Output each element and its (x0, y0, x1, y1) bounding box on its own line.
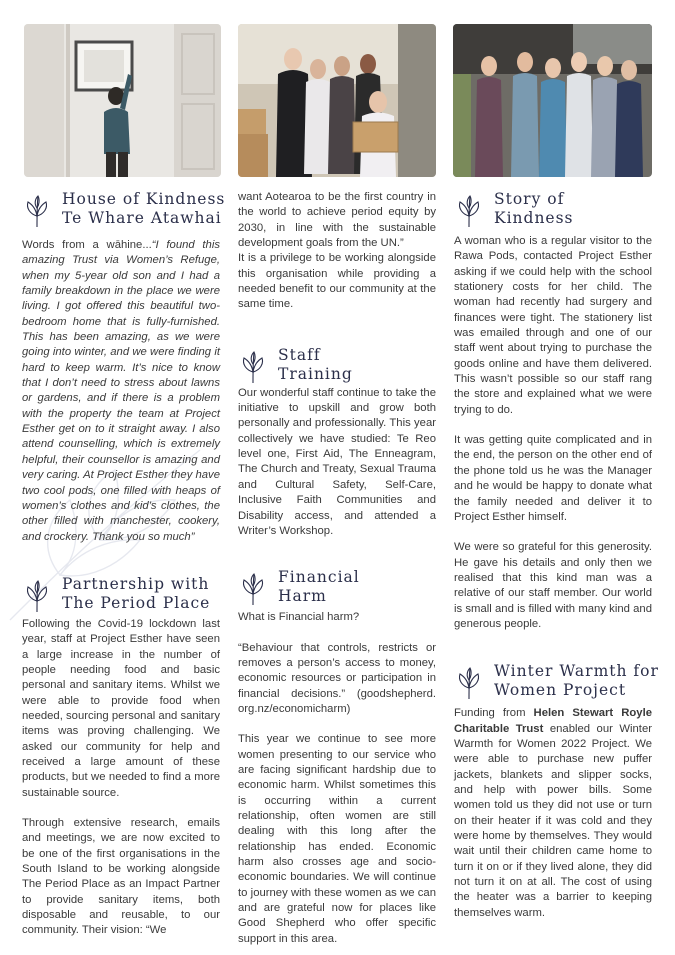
house-quote: Words from a wāhine...“I found this amazing Trust via Women’s Refuge, when my 5-year old son and I had a family breakdown in the place we were living. I got offered this beautiful two-bedroom home that is fully-furnished. This has been amazing, as we were going into winter, and we were finding it hard to keep warm. It’s nice to know that I don’t need to stress about lawns or gardens, and if there is a problem with the property the team at Project Esther get on to it straight away. I also attend counselling, which is extremely helpful, their counsellor is amazing and very caring. At Project Esther they have two cool pods, one filled with heaps of women’s clothes and kid’s clothes, the other filled with manchester, cookery, and crockery. Thank you so much” (22, 239, 220, 543)
story-paragraph-1: A woman who is a regular visitor to the Rawa Pods, contacted Project Esther asking if we could help with the school stationery costs for her child. The woman had recently had surgery and finances were tight. The stationery list was emailed through and one of our staff went about trying to purchase the goods online and have them delivered. This wasn’t possible so our staff rang the store and explained what we were trying to do. (454, 235, 652, 416)
house-title: House of Kindness Te Whare Atawhai (62, 190, 226, 227)
partnership-paragraph-2: Through extensive research, emails and meetings, we are now excited to be one of the first organisations in the South Island to be working alongside The Period Place as an Impact Partner to provide sanitary items, both disposable and reusable, to our community. Their vision: “We (22, 817, 220, 937)
financial-harm-heading (238, 568, 436, 612)
left-column (22, 190, 226, 939)
group-photo (453, 24, 652, 177)
middle-column (238, 190, 436, 947)
leaf-icon (454, 666, 484, 700)
leaf-icon (22, 579, 52, 613)
vision-paragraph: want Aotearoa to be the first country in the world to achieve period equity by 2030, in line with the sustainable development goals from the UN.” (238, 191, 436, 250)
privilege-paragraph: It is a privilege to be working alongside this organisation while providing a needed benefit to our community at the same time. (238, 252, 436, 311)
partnership-paragraph-1: Following the Covid-19 lockdown last year, staff at Project Esther have seen a large increase in the number of people needing food and basic personal and sanitary items. Whilst we were able to provide food when needed, sourcing personal and sanitary items was proving challenging. We asked our community for help and received a large amount of these products, but we needed to find a more sustainable source. (22, 617, 220, 799)
leaf-icon (22, 194, 52, 228)
story-paragraph-3: We were so grateful for this generosity. He gave his details and only then we realised that this kind man was a relative of our staff member. Our world is small and is filled with many kind and generous people. (454, 541, 652, 630)
financial-title: Financial Harm (278, 568, 360, 606)
leaf-icon (238, 572, 268, 606)
leaf-icon (454, 194, 484, 228)
winter-paragraph: Funding from Helen Stewart Royle Charitable Trust enabled our Winter Warmth for Women 2022 Project. We were able to purchase new puffer jackets, blankets and slipper socks, and help with power bills. Some women told us they did not use or turn on their heater if it was cold and they were home by themselves. They would wait until their children came home to turn it on or if they lived alone, they did not turn it on at all. The cost of using the heater was a barrier to keeping themselves warm. (454, 707, 652, 919)
staff-title: Staff Training (278, 345, 353, 383)
staff-paragraph: Our wonderful staff continue to take the initiative to upskill and grow both personally and professionally. This year collectively we have studied: Te Reo level one, First Aid, The Enneagram, The Church and Treaty, Sexual Trauma and Cultural Safety, Self-Care, Inclusive Faith Communities and Disability access, and attended a Writer’s Workshop. (238, 386, 436, 537)
leaf-icon (238, 350, 268, 384)
partnership-title: Partnership with The Period Place (62, 574, 211, 612)
partnership-heading (22, 575, 220, 619)
staff-training-heading (238, 346, 436, 390)
story-paragraph-2: It was getting quite complicated and in the end, the person on the other end of the phone told us he was the Manager and he would be happy to donate what the family needed and deliver it to Project Esther himself. (454, 434, 652, 523)
winter-title: Winter Warmth for Women Project (494, 662, 659, 700)
story-title: Story of Kindness (494, 190, 574, 227)
right-column (454, 190, 659, 921)
financial-question: What is Financial harm? (238, 611, 360, 624)
financial-definition: “Behaviour that controls, restricts or removes a person’s access to money, economic resources or participation in financial decisions.” (goodshepherd. org.nz/economicharm) (238, 641, 436, 715)
winter-warmth-heading (454, 662, 659, 706)
financial-paragraph: This year we continue to see more women presenting to our service who are facing significant hardship due to economic harm. Whilst sometimes this is occurring within a current relationship, often women are still dealing with this long after the relationship has ended. Economic harm also crosses age and socio-economic boundaries. We will continue to journey with these women as we can and are grateful now for places like Good Shepherd who offer specific support in this area. (238, 733, 436, 945)
staff-boxes-photo (238, 24, 436, 177)
story-of-kindness-heading (454, 190, 652, 234)
child-reaching-photo (24, 24, 221, 177)
house-of-kindness-heading (22, 190, 226, 234)
